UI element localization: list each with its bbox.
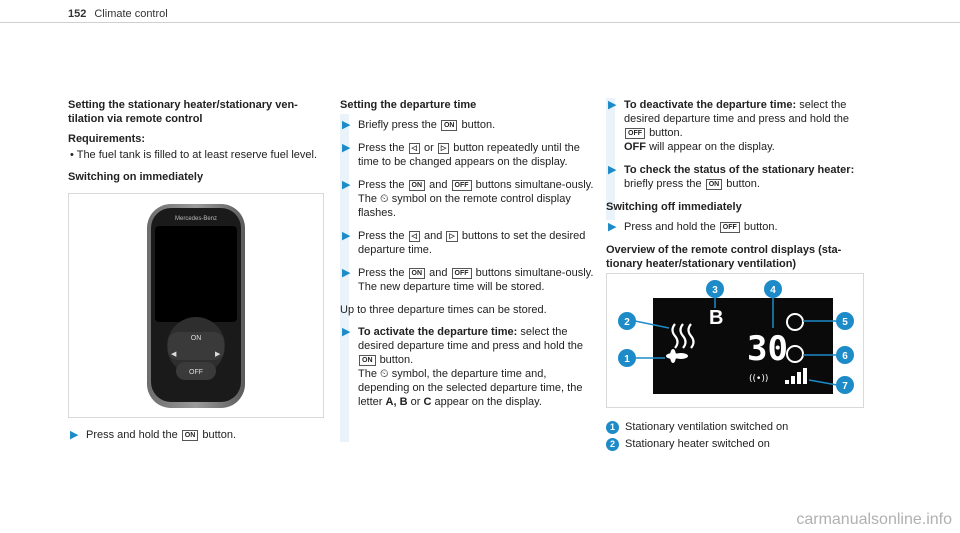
callout-4: 4 [770,285,776,296]
legend-number: 1 [606,421,619,434]
brand-label: Mercedes-Benz [174,216,218,222]
display-digits: 30 [747,329,788,369]
step-text: buttons to set the desired departure time. [358,230,586,256]
departure-note: Up to three departure times can be stored. [340,304,547,316]
left-step [68,428,326,451]
left-key-icon: ◁ [409,231,420,242]
page-number: 152 [68,8,87,20]
step-text: or [410,396,421,408]
step-switch-off [606,220,864,234]
arrow-icon: ▶ [70,429,79,441]
step-6 [340,325,594,409]
watermark: carmanualsonline.info [796,511,952,528]
callout-7: 7 [842,381,848,392]
step-text: and [423,230,443,242]
remote-control-photo [68,193,324,418]
legend-text: Stationary ventilation switched on [625,421,789,433]
step-text: select the desired departure time and press and hold the [624,99,850,125]
step-text: Briefly press the [358,119,437,131]
remote-off-label: OFF [189,369,203,376]
step-text: buttons simultane-ously. [475,267,594,279]
callout-6: 6 [842,351,848,362]
arrow-icon: ▶ [608,164,617,176]
callout-5: 5 [842,317,848,328]
display-letter: B [709,307,724,329]
step-text: button. [202,429,236,441]
step-2 [340,141,594,169]
step-text: briefly press the [624,178,702,190]
overview-heading: Overview of the remote control displays (sta- tionary heater/stationary ventilation) [606,244,842,270]
arrow-icon: ▶ [342,179,351,191]
display-overview-figure [606,273,864,408]
right-key-icon: ▷ [438,143,449,154]
step-text: The [358,193,377,205]
step-text: symbol on the remote control display flashes. [358,193,571,219]
switch-on-heading: Switching on immediately [68,171,204,183]
step-text: and [429,179,448,191]
step-text: button. [649,127,683,139]
right-key-icon: ▷ [446,231,457,242]
arrow-icon: ▶ [608,99,617,111]
step-text: symbol, the departure time and, depending on the selected departure time, the letter [358,368,583,408]
step-label: To deactivate the departure time: [624,99,797,111]
legend-number: 2 [606,438,619,451]
on-key-icon: ON [441,120,458,131]
svg-text:◀: ◀ [171,351,177,358]
departure-heading: Setting the departure time [340,99,477,111]
legend-text: Stationary heater switched on [625,438,770,450]
step-text: The [358,368,377,380]
on-key-icon: ON [409,180,426,191]
step-text: will appear on the display. [649,141,775,153]
middle-column [340,98,594,418]
signal-waves-icon: ((•)) [749,374,769,384]
remote-on-label: ON [190,335,202,342]
step-text: and [429,267,448,279]
left-key-icon: ◁ [409,143,420,154]
on-key-icon: ON [409,268,426,279]
page-header [68,7,168,21]
arrow-icon: ▶ [342,267,351,279]
step-text: Press and hold the [624,221,716,233]
legend-item [606,437,864,451]
on-key-icon: ON [359,355,376,366]
header-rule [0,22,960,23]
step-text: button. [461,119,496,131]
callout-2: 2 [624,317,630,328]
step-text: Press the [358,267,405,279]
figure-legend [606,420,864,451]
step-text: Press and hold the [86,429,178,441]
off-display-text: OFF [624,141,646,153]
arrow-icon: ▶ [342,326,351,338]
arrow-icon: ▶ [342,119,351,131]
off-key-icon: OFF [452,268,472,279]
step-text: The new departure time will be stored. [358,281,545,293]
step-text: button. [743,221,778,233]
svg-text:▶: ▶ [215,351,221,358]
off-key-icon: OFF [452,180,472,191]
step-text: select the desired departure time and press and hold the [358,326,584,352]
step-text: button repeatedly until the time to be changed appears on the display. [358,142,580,168]
departure-clock-icon: ⏲ [380,368,389,380]
on-key-icon: ON [706,179,723,190]
requirement-item: • The fuel tank is filled to at least reserve fuel level. [70,149,318,161]
callout-3: 3 [712,285,718,296]
step-text: buttons simultane-ously. [475,179,594,191]
step-text: or [423,142,434,154]
arrow-icon: ▶ [342,230,351,242]
step-label: To activate the departure time: [358,326,518,338]
step-check-status [606,163,864,191]
on-key-icon: ON [182,430,199,441]
step-5 [340,266,594,294]
letters-ab: A, B [385,396,408,408]
right-column [606,98,864,277]
requirements-label: Requirements: [68,133,146,145]
section-title: Climate control [94,8,168,20]
remote-illustration [69,194,323,417]
step-deactivate [606,98,864,154]
step-4 [340,229,594,257]
step-text: Press the [358,230,405,242]
arrow-icon: ▶ [608,221,617,233]
switch-off-heading: Switching off immediately [606,201,742,213]
letter-c: C [423,396,432,408]
callout-1: 1 [624,354,630,365]
arrow-icon: ▶ [342,142,351,154]
step-label: To check the status of the stationary heater: [624,164,855,176]
step-text: appear on the display. [434,396,542,408]
step-text: Press the [358,179,405,191]
legend-item [606,420,864,434]
clock-icon: ⏲ [380,193,389,205]
step-3 [340,178,594,220]
step-text: Press the [358,142,405,154]
section-heading: Setting the stationary heater/stationary ven- tilation via remote control [68,99,298,125]
off-key-icon: OFF [625,128,645,139]
off-key-icon: OFF [720,222,740,233]
left-column [68,98,326,190]
display-illustration [607,274,863,407]
step-text: button. [379,354,414,366]
step-text: button. [726,178,760,190]
requirement-text: The fuel tank is filled to at least reserve fuel level. [76,149,318,161]
step-1 [340,118,594,132]
